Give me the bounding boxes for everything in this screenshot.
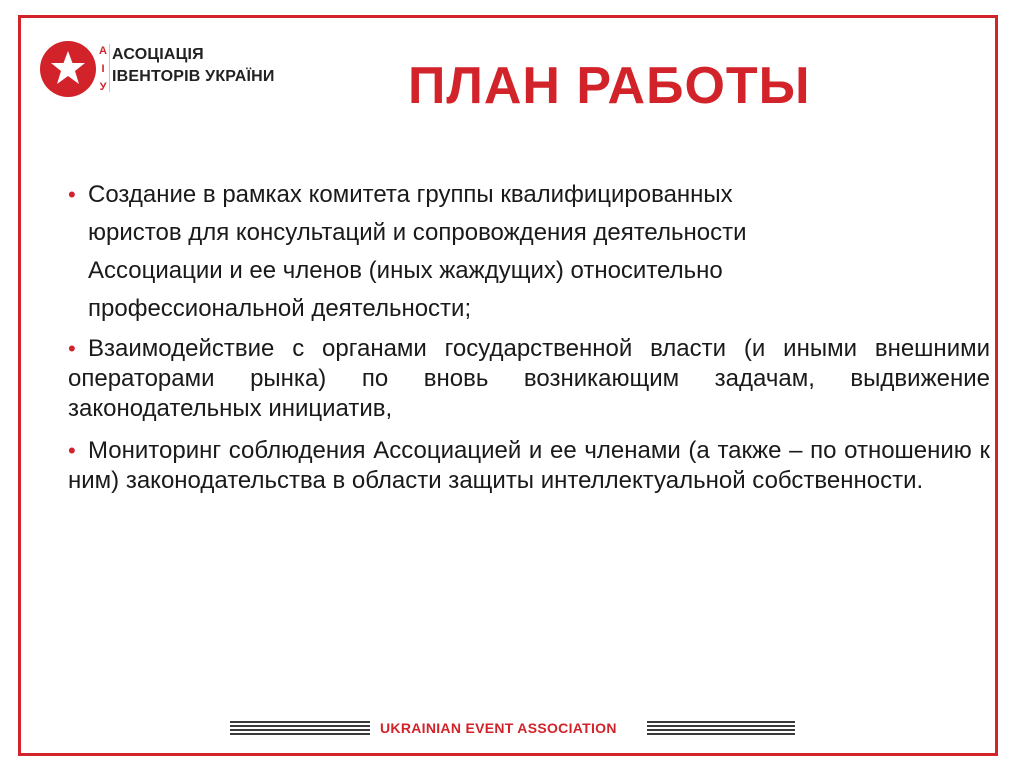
bullet-item (68, 334, 990, 424)
bullet-item (68, 176, 968, 328)
star-icon (48, 48, 88, 88)
bullet-line: профессиональной деятельности; (88, 295, 472, 322)
logo-line2: ІВЕНТОРІВ УКРАЇНИ (112, 68, 275, 85)
logo-letter: У (99, 81, 107, 93)
footer (230, 718, 795, 740)
logo-letter: А (99, 45, 107, 57)
bullet-text: Мониторинг соблюдения Ассоциацией и ее членами (а также – по отношению к ним) законодательства в области защиты интеллектуальной собственности. (68, 437, 990, 494)
bullet-list (68, 176, 990, 496)
footer-stripes-left (230, 721, 370, 737)
logo-letter: І (101, 63, 105, 75)
footer-stripes-right (647, 721, 795, 737)
logo-text (112, 44, 275, 88)
association-logo (40, 38, 300, 100)
bullet-line: Создание в рамках комитета группы квалифицированных (88, 181, 733, 208)
bullet-marker: • (68, 336, 76, 361)
bullet-marker: • (68, 182, 76, 207)
logo-circle (40, 41, 96, 97)
page-title: ПЛАН РАБОТЫ (408, 57, 811, 115)
footer-text: UKRAINIAN EVENT ASSOCIATION (380, 720, 617, 736)
logo-vertical-letters (98, 42, 108, 96)
bullet-line: Ассоциации и ее членов (иных жаждущих) относительно (88, 257, 723, 284)
logo-divider (109, 44, 110, 92)
logo-line1: АСОЦІАЦІЯ (112, 46, 204, 63)
bullet-line: юристов для консультаций и сопровождения деятельности (88, 219, 747, 246)
bullet-text: Взаимодействие с органами государственной власти (и иными внешними операторами рынка) по вновь возникающим задачам, выдвижение законодательных инициатив, (68, 335, 990, 422)
bullet-item (68, 436, 990, 496)
bullet-marker: • (68, 438, 76, 463)
